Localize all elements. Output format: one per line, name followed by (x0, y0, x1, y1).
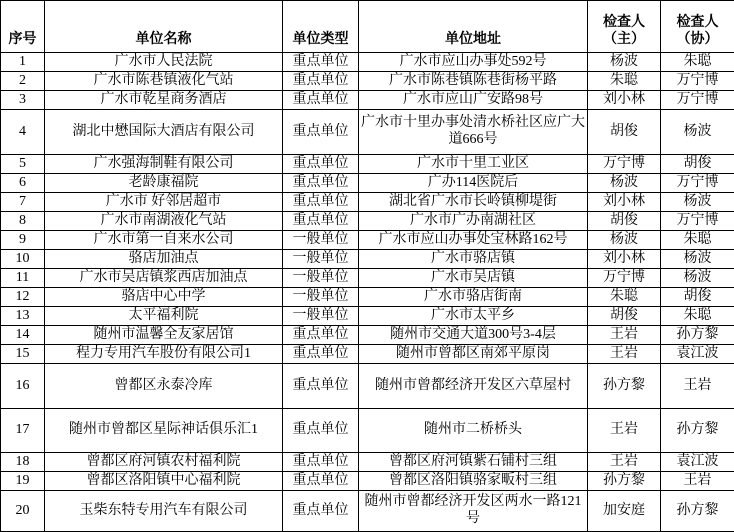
cell-unit-type: 重点单位 (283, 91, 359, 110)
cell-unit-address: 随州市曾都经济开发区两水一路121号 (359, 491, 588, 532)
cell-unit-name: 广水市人民法院 (45, 53, 283, 72)
cell-inspector-main: 王岩 (588, 409, 661, 453)
cell-index: 14 (1, 326, 45, 345)
cell-inspector-assist: 孙方黎 (661, 326, 734, 345)
cell-unit-address: 曾都区洛阳镇骆家畈村三组 (359, 472, 588, 491)
cell-index: 10 (1, 250, 45, 269)
table-row (1, 250, 734, 269)
table-row (1, 472, 734, 491)
cell-unit-address: 广水市应山办事处592号 (359, 53, 588, 72)
cell-unit-type: 一般单位 (283, 307, 359, 326)
cell-inspector-assist: 胡俊 (661, 155, 734, 174)
cell-inspector-main: 刘小林 (588, 91, 661, 110)
cell-unit-type: 重点单位 (283, 110, 359, 155)
header-unit-type: 单位类型 (283, 1, 359, 53)
cell-unit-address: 广办114医院后 (359, 174, 588, 193)
table-row (1, 326, 734, 345)
table-row (1, 409, 734, 453)
header-unit-name: 单位名称 (45, 1, 283, 53)
cell-inspector-main: 王岩 (588, 326, 661, 345)
header-index: 序号 (1, 1, 45, 53)
table-row (1, 345, 734, 364)
table-row (1, 110, 734, 155)
cell-index: 15 (1, 345, 45, 364)
cell-unit-name: 骆店中心中学 (45, 288, 283, 307)
cell-index: 4 (1, 110, 45, 155)
table-row (1, 193, 734, 212)
cell-inspector-assist: 杨波 (661, 269, 734, 288)
cell-unit-type: 重点单位 (283, 491, 359, 532)
cell-inspector-assist: 朱聪 (661, 307, 734, 326)
cell-inspector-main: 刘小林 (588, 250, 661, 269)
cell-unit-name: 曾都区洛阳镇中心福利院 (45, 472, 283, 491)
cell-inspector-assist: 孙方黎 (661, 409, 734, 453)
cell-inspector-assist: 万宁博 (661, 91, 734, 110)
cell-inspector-main: 朱聪 (588, 288, 661, 307)
cell-unit-name: 广水市乾星商务酒店 (45, 91, 283, 110)
cell-index: 9 (1, 231, 45, 250)
cell-inspector-main: 万宁博 (588, 269, 661, 288)
cell-unit-name: 玉柴东特专用汽车有限公司 (45, 491, 283, 532)
cell-unit-address: 随州市曾都经济开发区六草屋村 (359, 364, 588, 409)
cell-unit-name: 骆店加油点 (45, 250, 283, 269)
cell-inspector-assist: 胡俊 (661, 288, 734, 307)
header-inspector-assist: 检查人（协） (661, 1, 734, 53)
cell-inspector-main: 加安庭 (588, 491, 661, 532)
cell-inspector-assist: 万宁博 (661, 72, 734, 91)
table-row (1, 364, 734, 409)
cell-inspector-assist: 袁江波 (661, 453, 734, 472)
table-row (1, 155, 734, 174)
cell-unit-address: 随州市曾都区南郊平原岗 (359, 345, 588, 364)
cell-unit-type: 重点单位 (283, 212, 359, 231)
cell-index: 12 (1, 288, 45, 307)
cell-unit-name: 随州市曾都区星际神话俱乐汇1 (45, 409, 283, 453)
cell-index: 3 (1, 91, 45, 110)
cell-index: 13 (1, 307, 45, 326)
cell-unit-type: 重点单位 (283, 53, 359, 72)
cell-unit-name: 老龄康福院 (45, 174, 283, 193)
cell-unit-name: 广水市第一自来水公司 (45, 231, 283, 250)
cell-unit-address: 广水市广办南湖社区 (359, 212, 588, 231)
cell-unit-type: 一般单位 (283, 250, 359, 269)
table-row (1, 72, 734, 91)
table-row (1, 174, 734, 193)
cell-index: 6 (1, 174, 45, 193)
cell-unit-address: 广水市应山办事处宝林路162号 (359, 231, 588, 250)
cell-inspector-assist: 孙方黎 (661, 491, 734, 532)
table-row (1, 231, 734, 250)
cell-index: 5 (1, 155, 45, 174)
cell-inspector-main: 杨波 (588, 53, 661, 72)
cell-inspector-assist: 万宁博 (661, 174, 734, 193)
cell-inspector-main: 王岩 (588, 345, 661, 364)
cell-inspector-assist: 杨波 (661, 250, 734, 269)
cell-inspector-assist: 袁江波 (661, 345, 734, 364)
cell-inspector-main: 胡俊 (588, 212, 661, 231)
cell-unit-address: 广水市陈巷镇陈巷街杨平路 (359, 72, 588, 91)
cell-unit-type: 重点单位 (283, 345, 359, 364)
cell-index: 18 (1, 453, 45, 472)
cell-unit-name: 程力专用汽车股份有限公司1 (45, 345, 283, 364)
cell-unit-type: 重点单位 (283, 326, 359, 345)
header-unit-address: 单位地址 (359, 1, 588, 53)
cell-inspector-assist: 杨波 (661, 193, 734, 212)
cell-index: 2 (1, 72, 45, 91)
table-body (1, 53, 734, 532)
header-inspector-main: 检查人（主） (588, 1, 661, 53)
cell-index: 16 (1, 364, 45, 409)
cell-inspector-assist: 万宁博 (661, 212, 734, 231)
cell-unit-type: 重点单位 (283, 472, 359, 491)
cell-unit-address: 广水市吴店镇 (359, 269, 588, 288)
cell-unit-type: 重点单位 (283, 453, 359, 472)
table-row (1, 491, 734, 532)
cell-inspector-main: 杨波 (588, 231, 661, 250)
cell-unit-address: 随州市二桥桥头 (359, 409, 588, 453)
cell-inspector-main: 孙方黎 (588, 472, 661, 491)
cell-unit-name: 随州市温馨全友家居馆 (45, 326, 283, 345)
cell-inspector-assist: 王岩 (661, 472, 734, 491)
cell-unit-address: 随州市交通大道300号3-4层 (359, 326, 588, 345)
cell-unit-address: 广水市十里工业区 (359, 155, 588, 174)
table-row (1, 307, 734, 326)
cell-index: 11 (1, 269, 45, 288)
cell-unit-type: 一般单位 (283, 269, 359, 288)
cell-index: 7 (1, 193, 45, 212)
cell-unit-address: 广水市应山广安路98号 (359, 91, 588, 110)
table-header (1, 1, 734, 53)
cell-unit-address: 湖北省广水市长岭镇柳堤街 (359, 193, 588, 212)
cell-unit-name: 湖北中懋国际大酒店有限公司 (45, 110, 283, 155)
cell-inspector-main: 王岩 (588, 453, 661, 472)
cell-unit-name: 广水市南湖液化气站 (45, 212, 283, 231)
cell-index: 1 (1, 53, 45, 72)
cell-inspector-main: 万宁博 (588, 155, 661, 174)
cell-unit-name: 广水市陈巷镇液化气站 (45, 72, 283, 91)
cell-unit-name: 广水强海制鞋有限公司 (45, 155, 283, 174)
table-row (1, 91, 734, 110)
cell-unit-name: 太平福利院 (45, 307, 283, 326)
header-row (1, 1, 734, 53)
cell-unit-type: 重点单位 (283, 409, 359, 453)
cell-inspector-assist: 王岩 (661, 364, 734, 409)
cell-unit-type: 一般单位 (283, 231, 359, 250)
table-row (1, 288, 734, 307)
table-row (1, 453, 734, 472)
cell-unit-address: 广水市骆店街南 (359, 288, 588, 307)
cell-unit-name: 曾都区永泰冷库 (45, 364, 283, 409)
cell-unit-name: 曾都区府河镇农村福利院 (45, 453, 283, 472)
cell-unit-type: 一般单位 (283, 288, 359, 307)
cell-unit-address: 广水市骆店镇 (359, 250, 588, 269)
cell-inspector-assist: 杨波 (661, 110, 734, 155)
table-row (1, 212, 734, 231)
table-row (1, 269, 734, 288)
cell-inspector-main: 杨波 (588, 174, 661, 193)
cell-inspector-main: 刘小林 (588, 193, 661, 212)
cell-unit-type: 重点单位 (283, 174, 359, 193)
cell-index: 20 (1, 491, 45, 532)
cell-inspector-main: 孙方黎 (588, 364, 661, 409)
cell-inspector-main: 胡俊 (588, 307, 661, 326)
table-row (1, 53, 734, 72)
cell-unit-address: 广水市太平乡 (359, 307, 588, 326)
cell-inspector-assist: 朱聪 (661, 231, 734, 250)
cell-unit-type: 重点单位 (283, 155, 359, 174)
cell-unit-address: 曾都区府河镇紫石铺村三组 (359, 453, 588, 472)
cell-unit-type: 重点单位 (283, 72, 359, 91)
cell-index: 19 (1, 472, 45, 491)
cell-unit-type: 重点单位 (283, 193, 359, 212)
cell-unit-name: 广水市 好邻居超市 (45, 193, 283, 212)
cell-inspector-assist: 朱聪 (661, 53, 734, 72)
cell-unit-name: 广水市吴店镇浆西店加油点 (45, 269, 283, 288)
cell-index: 17 (1, 409, 45, 453)
cell-index: 8 (1, 212, 45, 231)
cell-unit-type: 重点单位 (283, 364, 359, 409)
cell-inspector-main: 朱聪 (588, 72, 661, 91)
cell-unit-address: 广水市十里办事处清水桥社区应广大道666号 (359, 110, 588, 155)
cell-inspector-main: 胡俊 (588, 110, 661, 155)
